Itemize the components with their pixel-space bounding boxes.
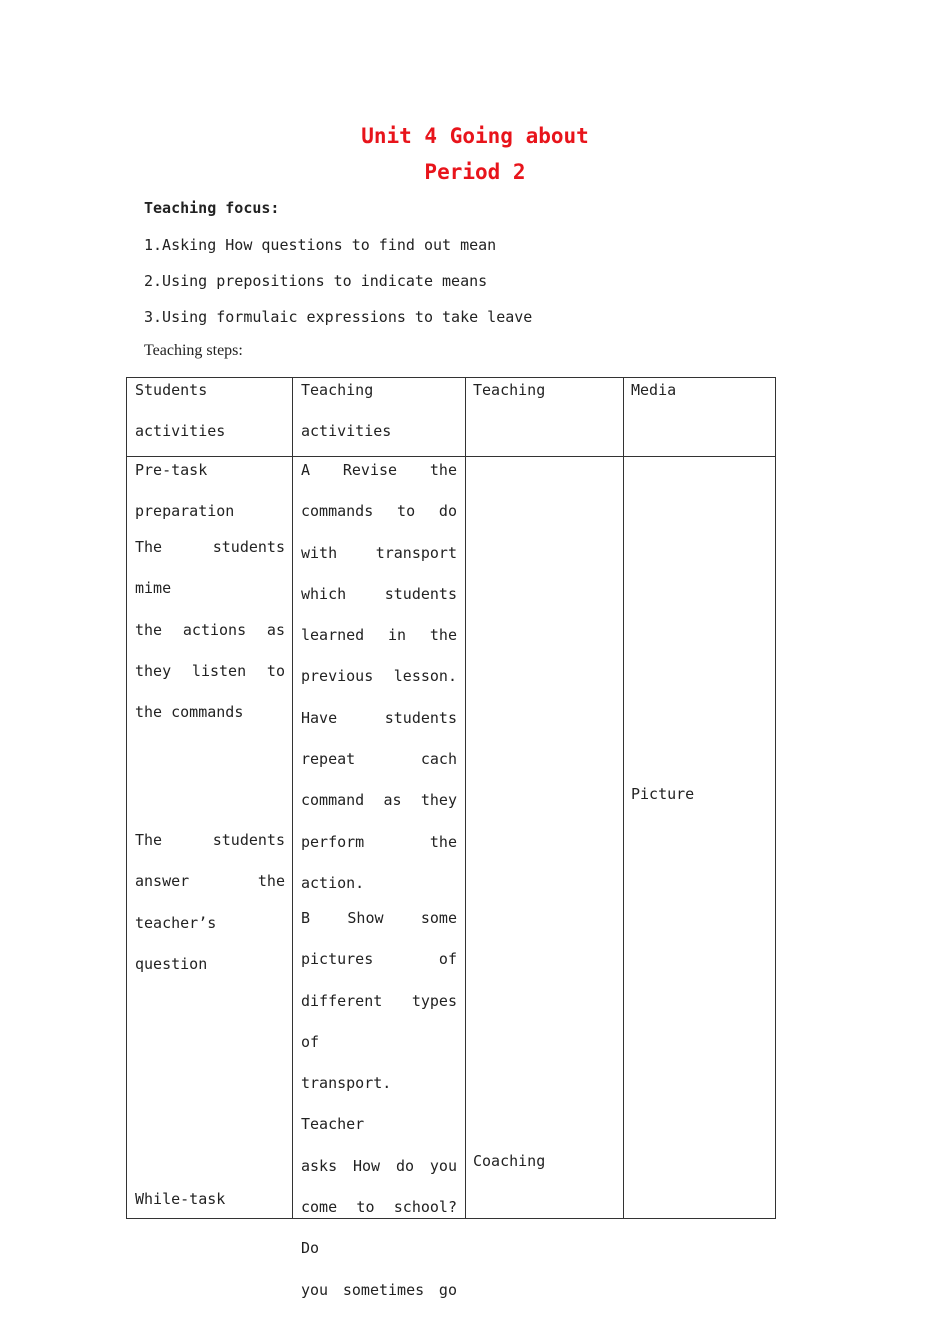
lesson-table <box>126 377 776 1299</box>
cell-coaching: Coaching <box>473 1152 546 1170</box>
focus-item-2: 2.Using prepositions to indicate means <box>144 272 488 290</box>
table-border-left <box>126 377 127 1219</box>
table-divider-2 <box>465 377 466 1219</box>
table-divider-1 <box>292 377 293 1219</box>
table-border-right <box>775 377 776 1219</box>
header-teaching-activities: Teaching activities <box>301 381 392 441</box>
teaching-steps-heading: Teaching steps: <box>144 342 243 359</box>
cell-students-mime: The students mime the actions as they listen to the commands <box>135 538 285 722</box>
cell-revise-commands: A Revise the commands to do with transport which students learned in the previous lesson. Have students repeat cach command as they perform the action. <box>301 461 457 892</box>
focus-item-3: 3.Using formulaic expressions to take leave <box>144 308 533 326</box>
header-students-activities: Students activities <box>135 381 226 441</box>
document-subtitle: Period 2 <box>424 160 526 184</box>
cell-picture: Picture <box>631 785 695 803</box>
header-media: Media <box>631 381 677 399</box>
teaching-focus-heading: Teaching focus: <box>144 199 280 217</box>
cell-pre-task: Pre-task preparation <box>135 461 235 521</box>
focus-item-1: 1.Asking How questions to find out mean <box>144 236 497 254</box>
cell-students-answer: The students answer the teacher’s question <box>135 831 285 973</box>
cell-while-task: While-task <box>135 1190 226 1208</box>
cell-show-pictures: B Show some pictures of different types of transport. Teacher asks How do you come to school? Do you sometimes go <box>301 909 457 1299</box>
header-teaching: Teaching <box>473 381 546 399</box>
table-divider-3 <box>623 377 624 1219</box>
document-title: Unit 4 Going about <box>361 124 589 148</box>
